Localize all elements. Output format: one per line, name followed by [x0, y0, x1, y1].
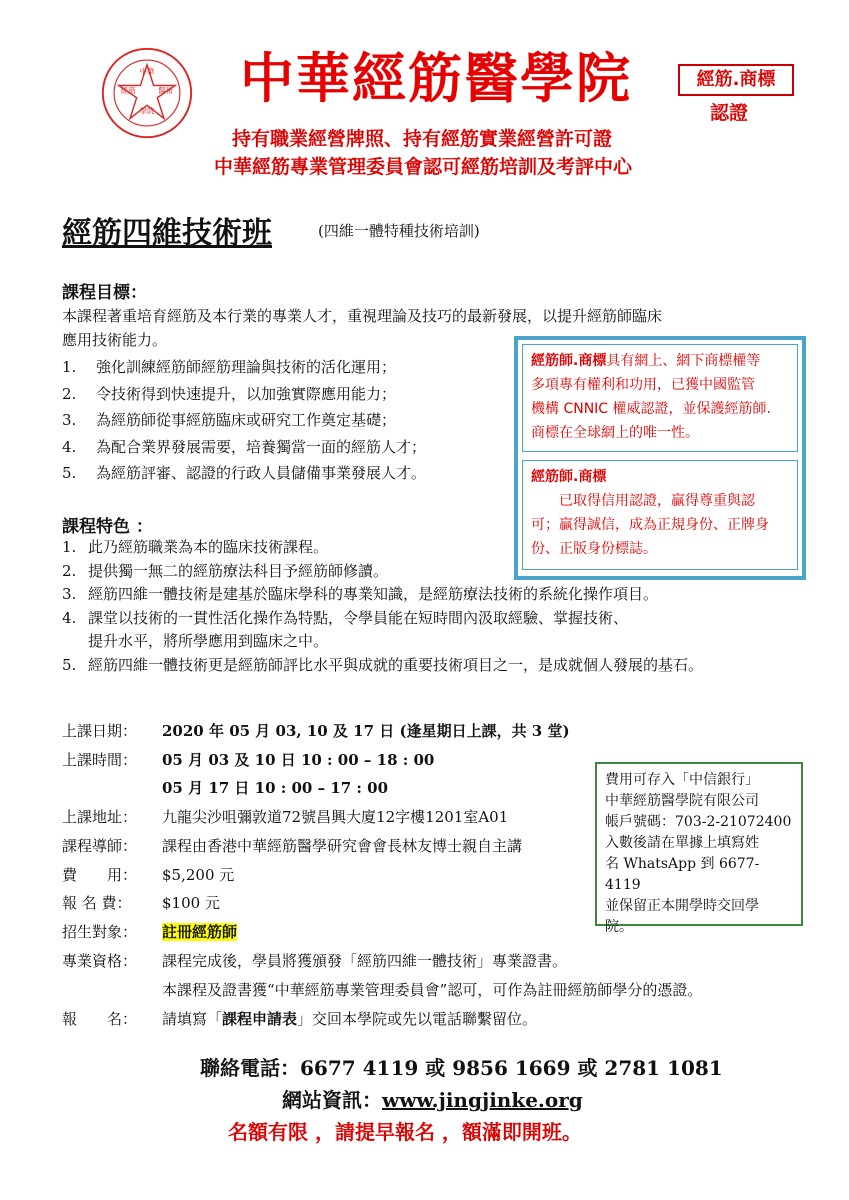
objectives-intro-1: 本課程著重培育經筋及本行業的專業人才，重視理論及技巧的最新發展，以提升經筋師臨床 [62, 307, 663, 325]
qualification-value-1: 課程完成後，學員將獲頒發「經筋四維一體技術」專業證書。 [162, 952, 568, 970]
tutor-value: 課程由香港中華經筋醫學研究會會長林友博士親自主講 [162, 837, 523, 855]
svg-text:經筋: 經筋 [120, 86, 136, 95]
license-subtitle: 持有職業經營牌照、持有經筋實業經營許可證 [232, 128, 613, 150]
target-value-highlight: 註冊經筋師 [162, 923, 238, 941]
date-label: 上課日期： [62, 722, 138, 740]
trademark-badge: 經筋.商標 [678, 64, 794, 96]
qualification-label: 專業資格： [62, 952, 138, 970]
apply-label: 報 名： [62, 1010, 138, 1028]
website-link[interactable]: www.jingjinke.org [382, 1088, 583, 1112]
address-value: 九龍尖沙咀彌敦道72號昌興大廈12字樓1201室A01 [162, 808, 509, 826]
course-title: 經筋四維技術班 [62, 216, 272, 251]
trademark-info-box [514, 336, 806, 580]
features-heading: 課程特色 ： [62, 517, 153, 537]
trademark-rights-panel: 經筋師.商標具有網上、網下商標權等 多項專有權利和功用，已獲中國監管 機構 CNNIC 權威認證，並保護經筋師. 商標在全球網上的唯一性。 [522, 344, 798, 452]
institute-seal-logo [100, 46, 194, 140]
application-form-name: 課程申請表 [222, 1010, 298, 1028]
time-value-2: 05 月 17 日 10 : 00 – 17 : 00 [162, 779, 389, 797]
list-item: 5. 為經筋評審、認證的行政人員儲備事業發展人才。 [62, 464, 427, 482]
list-item: 2. 令技術得到快速提升，以加強實際應用能力； [62, 384, 397, 403]
list-item: 4. 為配合業界發展需要，培養獨當一面的經筋人才； [62, 437, 427, 456]
list-item: 5. 經筋四維一體技術更是經筋師評比水平與成就的重要技術項目之一，是成就個人發展的基石。 [62, 655, 704, 674]
time-label: 上課時間： [62, 751, 138, 769]
target-label: 招生對象： [62, 923, 138, 941]
tutor-label: 課程導師： [62, 837, 138, 855]
objectives-intro-2: 應用技術能力。 [62, 331, 168, 349]
svg-text:學院: 學院 [139, 106, 155, 116]
reg-fee-value: $100 元 [162, 894, 220, 912]
certified-label: 認證 [710, 102, 749, 124]
accreditation-subtitle: 中華經筋專業管理委員會認可經筋培訓及考評中心 [214, 156, 633, 178]
list-item: 1. 此乃經筋職業為本的臨床技術課程。 [62, 538, 329, 556]
list-item: 3. 經筋四維一體技術是建基於臨床學科的專業知識，是經筋療法技術的系統化操作項目。 [62, 585, 659, 603]
institute-title: 中華經筋醫學院 [240, 47, 632, 110]
time-value-1: 05 月 03 及 10 日 10 : 00 – 18 : 00 [162, 751, 435, 769]
fee-value: $5,200 元 [162, 866, 235, 884]
qualification-value-2: 本課程及證書獲“中華經筋專業管理委員會”認可，可作為註冊經筋師學分的憑證。 [162, 981, 703, 999]
payment-info-box: 費用可存入「中信銀行」 中華經筋醫學院有限公司 帳戶號碼：703-2-21072400 入數後請在單據上填寫姓 名 WhatsApp 到 6677-4119 並保留正本開學時交回學 院。 [595, 762, 803, 926]
objectives-heading: 課程目標： [62, 283, 147, 303]
list-item: 3. 為經筋師從事經筋臨床或研究工作奠定基礎； [62, 411, 397, 429]
apply-value: 請填寫「課程申請表」交回本學院或先以電話聯繫留位。 [162, 1010, 538, 1028]
list-item: 提升水平，將所學應用到臨床之中。 [88, 632, 329, 650]
reg-fee-label: 報 名 費： [62, 894, 132, 912]
date-value: 2020 年 05 月 03, 10 及 17 日 (逢星期日上課，共 3 堂) [162, 722, 570, 740]
address-label: 上課地址： [62, 808, 138, 826]
course-subtitle: (四維一體特種技術培訓) [318, 222, 480, 240]
contact-phone: 聯絡電話：6677 4119 或 9856 1669 或 2781 1081 [200, 1056, 723, 1080]
list-item: 4. 課堂以技術的一貫性活化操作為特點，令學員能在短時間內汲取經驗、掌握技術、 [62, 608, 629, 627]
svg-text:中華: 中華 [139, 67, 155, 77]
list-item: 2. 提供獨一無二的經筋療法科目予經筋師修讀。 [62, 561, 389, 580]
fee-label: 費 用： [62, 866, 138, 884]
enrollment-notice: 名額有限 ，請提早報名 ，額滿即開班。 [228, 1120, 582, 1144]
objectives-list [62, 354, 426, 487]
svg-text:醫術: 醫術 [158, 86, 174, 95]
trademark-credit-panel: 經筋師.商標 已取得信用認證，贏得尊重與認 可；贏得誠信，成為正規身份、正牌身 份、正版身份標誌。 [522, 460, 798, 570]
list-item: 1. 強化訓練經筋師經筋理論與技術的活化運用； [62, 358, 397, 376]
website-info: 網站資訊：www.jingjinke.org [282, 1088, 583, 1112]
